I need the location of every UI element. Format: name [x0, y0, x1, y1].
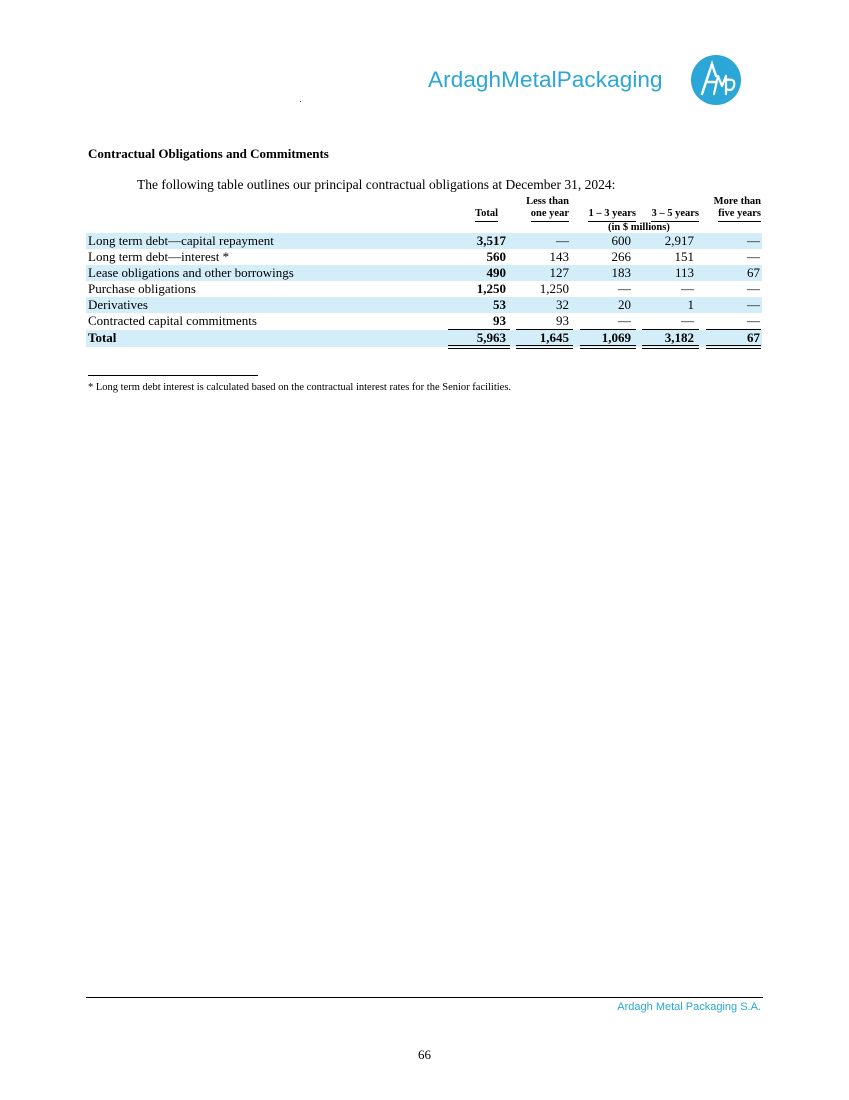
cell-less-than-one-year: 1,250 — [539, 281, 569, 296]
cell-total: 93 — [493, 313, 506, 328]
header-total-label: Total — [475, 208, 498, 222]
cell-less-than-one-year: 127 — [549, 265, 569, 280]
cell-one-three-years: — — [618, 281, 631, 296]
cell-less-than-one-year: 32 — [556, 297, 569, 312]
cell-three-five-years: 1 — [687, 297, 694, 312]
footer-company-name: Ardagh Metal Packaging S.A. — [617, 1001, 761, 1013]
header-less-than-line2: one year — [531, 208, 569, 222]
row-label: Derivatives — [88, 297, 148, 312]
header-one-three-years — [588, 208, 636, 222]
cell-one-three-years: 183 — [611, 265, 631, 280]
total-row-label: Total — [88, 330, 117, 345]
cell-three-five-years: 3,182 — [664, 330, 694, 345]
cell-one-three-years: 600 — [611, 233, 631, 248]
cell-one-three-years: 1,069 — [601, 330, 631, 345]
cell-three-five-years: 2,917 — [664, 233, 694, 248]
cell-three-five-years: 113 — [674, 265, 694, 280]
cell-more-than-five-years: 67 — [747, 265, 760, 280]
logo-word-ardagh: Ardagh — [428, 67, 502, 92]
cell-one-three-years: — — [618, 313, 631, 328]
table-row — [86, 249, 762, 265]
logo-word-metal: Metal — [501, 67, 557, 92]
header-more-than-line2: five years — [718, 208, 761, 222]
cell-more-than-five-years: 67 — [747, 330, 760, 345]
header-more-than-five-years — [714, 196, 761, 222]
cell-more-than-five-years: — — [747, 233, 760, 248]
row-label: Contracted capital commitments — [88, 313, 257, 328]
footnote-text: * Long term debt interest is calculated based on the contractual interest rates for the Senior facilities. — [88, 382, 512, 393]
header-total — [475, 208, 498, 222]
table-row — [86, 233, 762, 249]
stray-dot — [300, 101, 301, 102]
footnote-divider — [88, 375, 258, 376]
table-row — [86, 297, 762, 313]
header-less-than-one-year — [526, 196, 569, 222]
total-double-rule — [516, 345, 573, 349]
cell-total: 5,963 — [476, 330, 506, 345]
header-three-five-label: 3 – 5 years — [651, 208, 699, 222]
cell-one-three-years: 266 — [611, 249, 631, 264]
header-less-than-line1: Less than — [526, 196, 569, 207]
cell-total: 1,250 — [476, 281, 506, 296]
row-label: Long term debt—interest * — [88, 249, 230, 264]
cell-total: 560 — [486, 249, 506, 264]
logo-word-packaging: Packaging — [556, 67, 663, 92]
cell-one-three-years: 20 — [618, 297, 631, 312]
cell-more-than-five-years: — — [747, 281, 760, 296]
table-row — [86, 265, 762, 281]
header-three-five-years — [651, 208, 699, 222]
cell-three-five-years: — — [681, 313, 694, 328]
cell-less-than-one-year: 93 — [556, 313, 569, 328]
cell-three-five-years: 151 — [674, 249, 694, 264]
table-row — [86, 313, 762, 329]
cell-more-than-five-years: — — [747, 249, 760, 264]
cell-total: 3,517 — [476, 233, 506, 248]
intro-paragraph: The following table outlines our principal contractual obligations at December 31, 2024: — [137, 177, 616, 192]
cell-less-than-one-year: — — [556, 233, 569, 248]
total-double-rule — [580, 345, 636, 349]
company-logo — [428, 54, 748, 106]
header-one-three-label: 1 – 3 years — [588, 208, 636, 222]
cell-three-five-years: — — [681, 281, 694, 296]
total-double-rule — [706, 345, 761, 349]
section-heading: Contractual Obligations and Commitments — [88, 146, 329, 161]
cell-more-than-five-years: — — [747, 313, 760, 328]
footer-divider — [86, 997, 763, 998]
cell-less-than-one-year: 143 — [549, 249, 569, 264]
logo-wordmark — [428, 67, 663, 93]
units-label: (in $ millions) — [608, 222, 670, 233]
table-row — [86, 281, 762, 297]
header-more-than-line1: More than — [713, 196, 761, 207]
row-label: Lease obligations and other borrowings — [88, 265, 294, 280]
amp-logo-icon — [690, 54, 742, 106]
page-number: 66 — [418, 1047, 431, 1062]
cell-total: 53 — [493, 297, 506, 312]
cell-total: 490 — [486, 265, 506, 280]
row-label: Long term debt—capital repayment — [88, 233, 274, 248]
total-double-rule — [642, 345, 699, 349]
cell-more-than-five-years: — — [747, 297, 760, 312]
row-label: Purchase obligations — [88, 281, 196, 296]
total-double-rule — [448, 345, 510, 349]
cell-less-than-one-year: 1,645 — [539, 330, 569, 345]
